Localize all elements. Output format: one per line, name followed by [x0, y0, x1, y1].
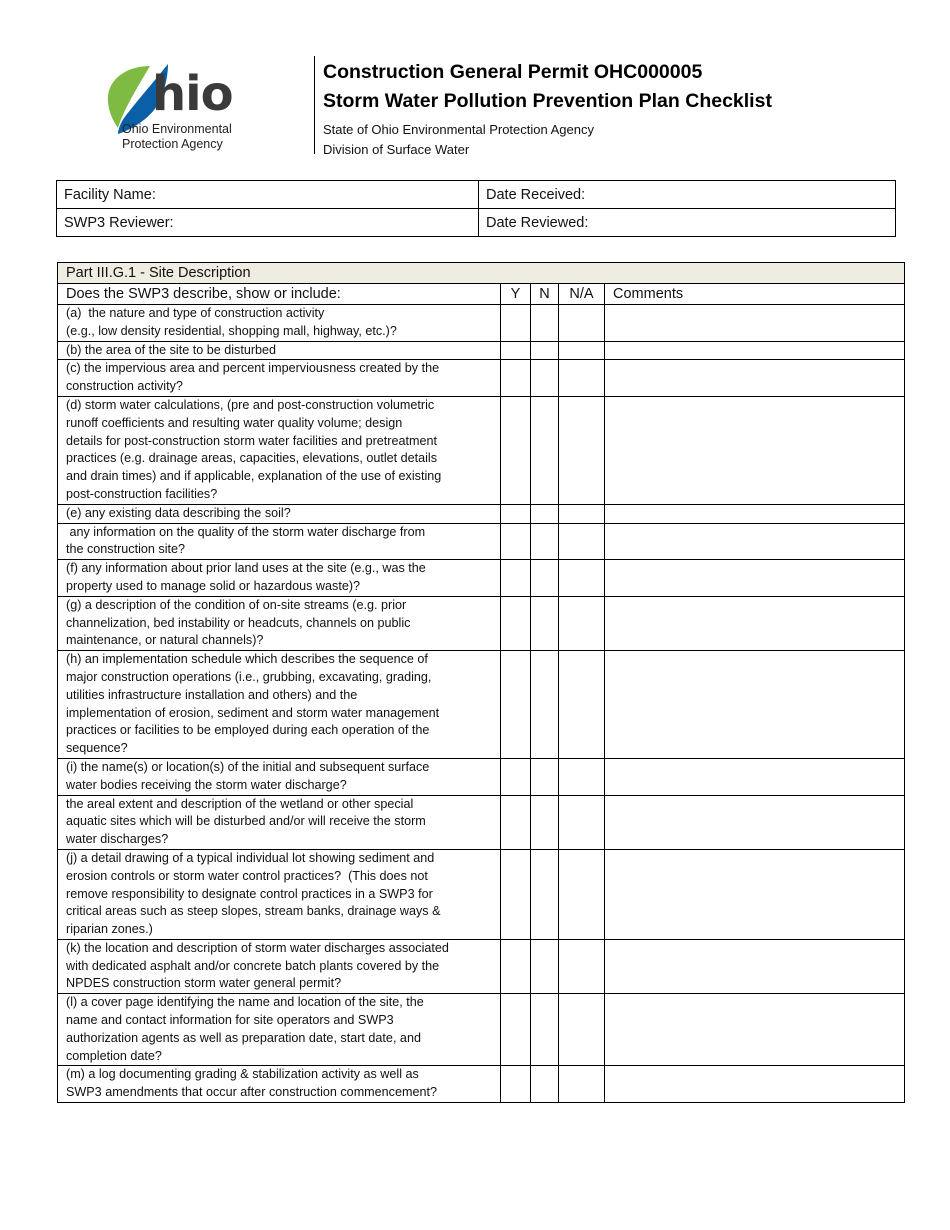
no-cell[interactable] [531, 994, 559, 1066]
question-line: with dedicated asphalt and/or concrete batch plants covered by the [66, 958, 440, 973]
question-line: completion date? [66, 1048, 162, 1063]
question-line: the areal extent and description of the wetland or other special [66, 796, 414, 811]
question-line: SWP3 amendments that occur after construction commencement? [66, 1085, 437, 1100]
yes-cell[interactable] [501, 504, 531, 523]
yes-cell[interactable] [501, 1066, 531, 1103]
question-line: (a) the nature and type of construction activity [66, 306, 325, 320]
question-line: sequence? [66, 741, 128, 756]
no-cell[interactable] [531, 341, 559, 360]
facility-info-table [56, 180, 896, 237]
comments-cell[interactable] [605, 758, 905, 795]
no-cell[interactable] [531, 651, 559, 759]
checklist-question [58, 560, 501, 597]
checklist-row [58, 341, 905, 360]
question-line: major construction operations (i.e., grubbing, excavating, grading, [66, 669, 432, 684]
date-received-field[interactable]: Date Received: [479, 181, 896, 209]
na-cell[interactable] [559, 523, 605, 560]
checklist-question [58, 758, 501, 795]
na-cell[interactable] [559, 849, 605, 939]
question-line: (k) the location and description of storm water discharges associated [66, 940, 449, 955]
question-line: riparian zones.) [66, 922, 153, 937]
comments-cell[interactable] [605, 396, 905, 504]
checklist-question [58, 849, 501, 939]
logo-org-name [122, 122, 232, 152]
logo-org-line1: Ohio Environmental [122, 122, 232, 136]
question-line: the construction site? [66, 542, 186, 557]
question-line: name and contact information for site operators and SWP3 [66, 1013, 394, 1028]
agency-name: State of Ohio Environmental Protection Agency [323, 122, 594, 137]
comments-cell[interactable] [605, 341, 905, 360]
question-line: erosion controls or storm water control practices? (This does not [66, 868, 428, 883]
na-cell[interactable] [559, 596, 605, 650]
question-line: utilities infrastructure installation and others) and the [66, 687, 358, 702]
question-line: water discharges? [66, 832, 169, 847]
na-cell[interactable] [559, 341, 605, 360]
yes-cell[interactable] [501, 523, 531, 560]
question-line: (d) storm water calculations, (pre and post-construction volumetric [66, 397, 435, 412]
comments-cell[interactable] [605, 939, 905, 993]
logo-wordmark: hio [152, 66, 233, 122]
question-line: authorization agents as well as preparation date, start date, and [66, 1030, 421, 1045]
comments-cell[interactable] [605, 523, 905, 560]
question-line: (e) any existing data describing the soil? [66, 505, 291, 520]
division-name: Division of Surface Water [323, 142, 470, 157]
yes-cell[interactable] [501, 849, 531, 939]
comments-cell[interactable] [605, 504, 905, 523]
checklist-row [58, 596, 905, 650]
comments-cell[interactable] [605, 360, 905, 397]
question-line: post-construction facilities? [66, 486, 218, 501]
col-comments-header: Comments [605, 284, 905, 305]
checklist-prompt: Does the SWP3 describe, show or include: [58, 284, 501, 305]
question-line: practices (e.g. drainage areas, capacities, elevations, outlet details [66, 451, 438, 466]
checklist-row [58, 523, 905, 560]
na-cell[interactable] [559, 758, 605, 795]
yes-cell[interactable] [501, 560, 531, 597]
checklist-row [58, 504, 905, 523]
question-line: (i) the name(s) or location(s) of the initial and subsequent surface [66, 759, 430, 774]
checklist-question [58, 1066, 501, 1103]
question-line: aquatic sites which will be disturbed and/or will receive the storm [66, 814, 426, 829]
question-line: remove responsibility to designate control practices in a SWP3 for [66, 886, 433, 901]
col-na-header: N/A [559, 284, 605, 305]
checklist-row [58, 939, 905, 993]
comments-cell[interactable] [605, 795, 905, 849]
yes-cell[interactable] [501, 758, 531, 795]
question-line: property used to manage solid or hazardous waste)? [66, 578, 361, 593]
na-cell[interactable] [559, 560, 605, 597]
swp3-reviewer-field[interactable]: SWP3 Reviewer: [57, 209, 479, 237]
checklist-row [58, 994, 905, 1066]
checklist-row [58, 396, 905, 504]
no-cell[interactable] [531, 1066, 559, 1103]
checklist-row [58, 560, 905, 597]
question-line: (l) a cover page identifying the name and location of the site, the [66, 995, 424, 1010]
no-cell[interactable] [531, 504, 559, 523]
header-divider [314, 56, 315, 154]
no-cell[interactable] [531, 396, 559, 504]
question-line: NPDES construction storm water general permit? [66, 976, 342, 991]
checklist-question [58, 651, 501, 759]
na-cell[interactable] [559, 305, 605, 342]
ohio-epa-logo [106, 62, 256, 158]
section-title: Part III.G.1 - Site Description [58, 263, 905, 284]
question-line: (b) the area of the site to be disturbed [66, 342, 277, 357]
question-line: (c) the impervious area and percent imperviousness created by the [66, 361, 440, 376]
checklist-row [58, 1066, 905, 1103]
document-title-line2: Storm Water Pollution Prevention Plan Checklist [323, 90, 772, 112]
yes-cell[interactable] [501, 939, 531, 993]
na-cell[interactable] [559, 994, 605, 1066]
no-cell[interactable] [531, 849, 559, 939]
no-cell[interactable] [531, 560, 559, 597]
question-line: channelization, bed instability or headcuts, channels on public [66, 615, 411, 630]
question-line: and drain times) and if applicable, explanation of the use of existing [66, 469, 442, 484]
section-header-row [58, 263, 905, 284]
question-line: maintenance, or natural channels)? [66, 633, 264, 648]
yes-cell[interactable] [501, 596, 531, 650]
facility-name-field[interactable]: Facility Name: [57, 181, 479, 209]
na-cell[interactable] [559, 396, 605, 504]
question-line: (h) an implementation schedule which describes the sequence of [66, 652, 428, 667]
checklist-question [58, 795, 501, 849]
na-cell[interactable] [559, 795, 605, 849]
yes-cell[interactable] [501, 341, 531, 360]
yes-cell[interactable] [501, 795, 531, 849]
question-line: implementation of erosion, sediment and storm water management [66, 705, 440, 720]
date-reviewed-field[interactable]: Date Reviewed: [479, 209, 896, 237]
na-cell[interactable] [559, 1066, 605, 1103]
na-cell[interactable] [559, 360, 605, 397]
document-title-line1: Construction General Permit OHC000005 [323, 61, 703, 83]
question-line: (f) any information about prior land uses at the site (e.g., was the [66, 561, 426, 576]
comments-cell[interactable] [605, 1066, 905, 1103]
no-cell[interactable] [531, 305, 559, 342]
no-cell[interactable] [531, 596, 559, 650]
checklist-question [58, 504, 501, 523]
yes-cell[interactable] [501, 994, 531, 1066]
comments-cell[interactable] [605, 651, 905, 759]
no-cell[interactable] [531, 523, 559, 560]
comments-cell[interactable] [605, 849, 905, 939]
no-cell[interactable] [531, 795, 559, 849]
na-cell[interactable] [559, 939, 605, 993]
na-cell[interactable] [559, 651, 605, 759]
col-no-header: N [531, 284, 559, 305]
comments-cell[interactable] [605, 560, 905, 597]
question-line: (m) a log documenting grading & stabilization activity as well as [66, 1067, 419, 1082]
comments-cell[interactable] [605, 596, 905, 650]
checklist-row [58, 305, 905, 342]
checklist-row [58, 758, 905, 795]
na-cell[interactable] [559, 504, 605, 523]
yes-cell[interactable] [501, 651, 531, 759]
comments-cell[interactable] [605, 994, 905, 1066]
question-line: water bodies receiving the storm water discharge? [66, 777, 347, 792]
question-line: (j) a detail drawing of a typical individual lot showing sediment and [66, 850, 435, 865]
checklist-question [58, 360, 501, 397]
no-cell[interactable] [531, 758, 559, 795]
checklist-question [58, 396, 501, 504]
checklist-row [58, 849, 905, 939]
comments-cell[interactable] [605, 305, 905, 342]
document-header [323, 58, 772, 160]
logo-org-line2: Protection Agency [122, 137, 223, 151]
question-line: practices or facilities to be employed during each operation of the [66, 723, 430, 738]
yes-cell[interactable] [501, 396, 531, 504]
col-yes-header: Y [501, 284, 531, 305]
question-line: (e.g., low density residential, shopping mall, highway, etc.)? [66, 323, 397, 338]
question-line: construction activity? [66, 379, 183, 394]
question-line: runoff coefficients and resulting water quality volume; design [66, 415, 403, 430]
checklist-question [58, 939, 501, 993]
no-cell[interactable] [531, 360, 559, 397]
no-cell[interactable] [531, 939, 559, 993]
checklist-question [58, 341, 501, 360]
checklist-question [58, 994, 501, 1066]
question-line: (g) a description of the condition of on-site streams (e.g. prior [66, 597, 407, 612]
question-line: any information on the quality of the storm water discharge from [66, 524, 426, 539]
checklist-items [58, 305, 905, 1103]
site-description-checklist [57, 262, 905, 1103]
column-header-row [58, 284, 905, 305]
question-line: details for post-construction storm water facilities and pretreatment [66, 433, 437, 448]
yes-cell[interactable] [501, 360, 531, 397]
checklist-row [58, 651, 905, 759]
checklist-question [58, 523, 501, 560]
yes-cell[interactable] [501, 305, 531, 342]
question-line: critical areas such as steep slopes, stream banks, drainage ways & [66, 904, 441, 919]
checklist-question [58, 305, 501, 342]
checklist-row [58, 795, 905, 849]
checklist-row [58, 360, 905, 397]
checklist-question [58, 596, 501, 650]
